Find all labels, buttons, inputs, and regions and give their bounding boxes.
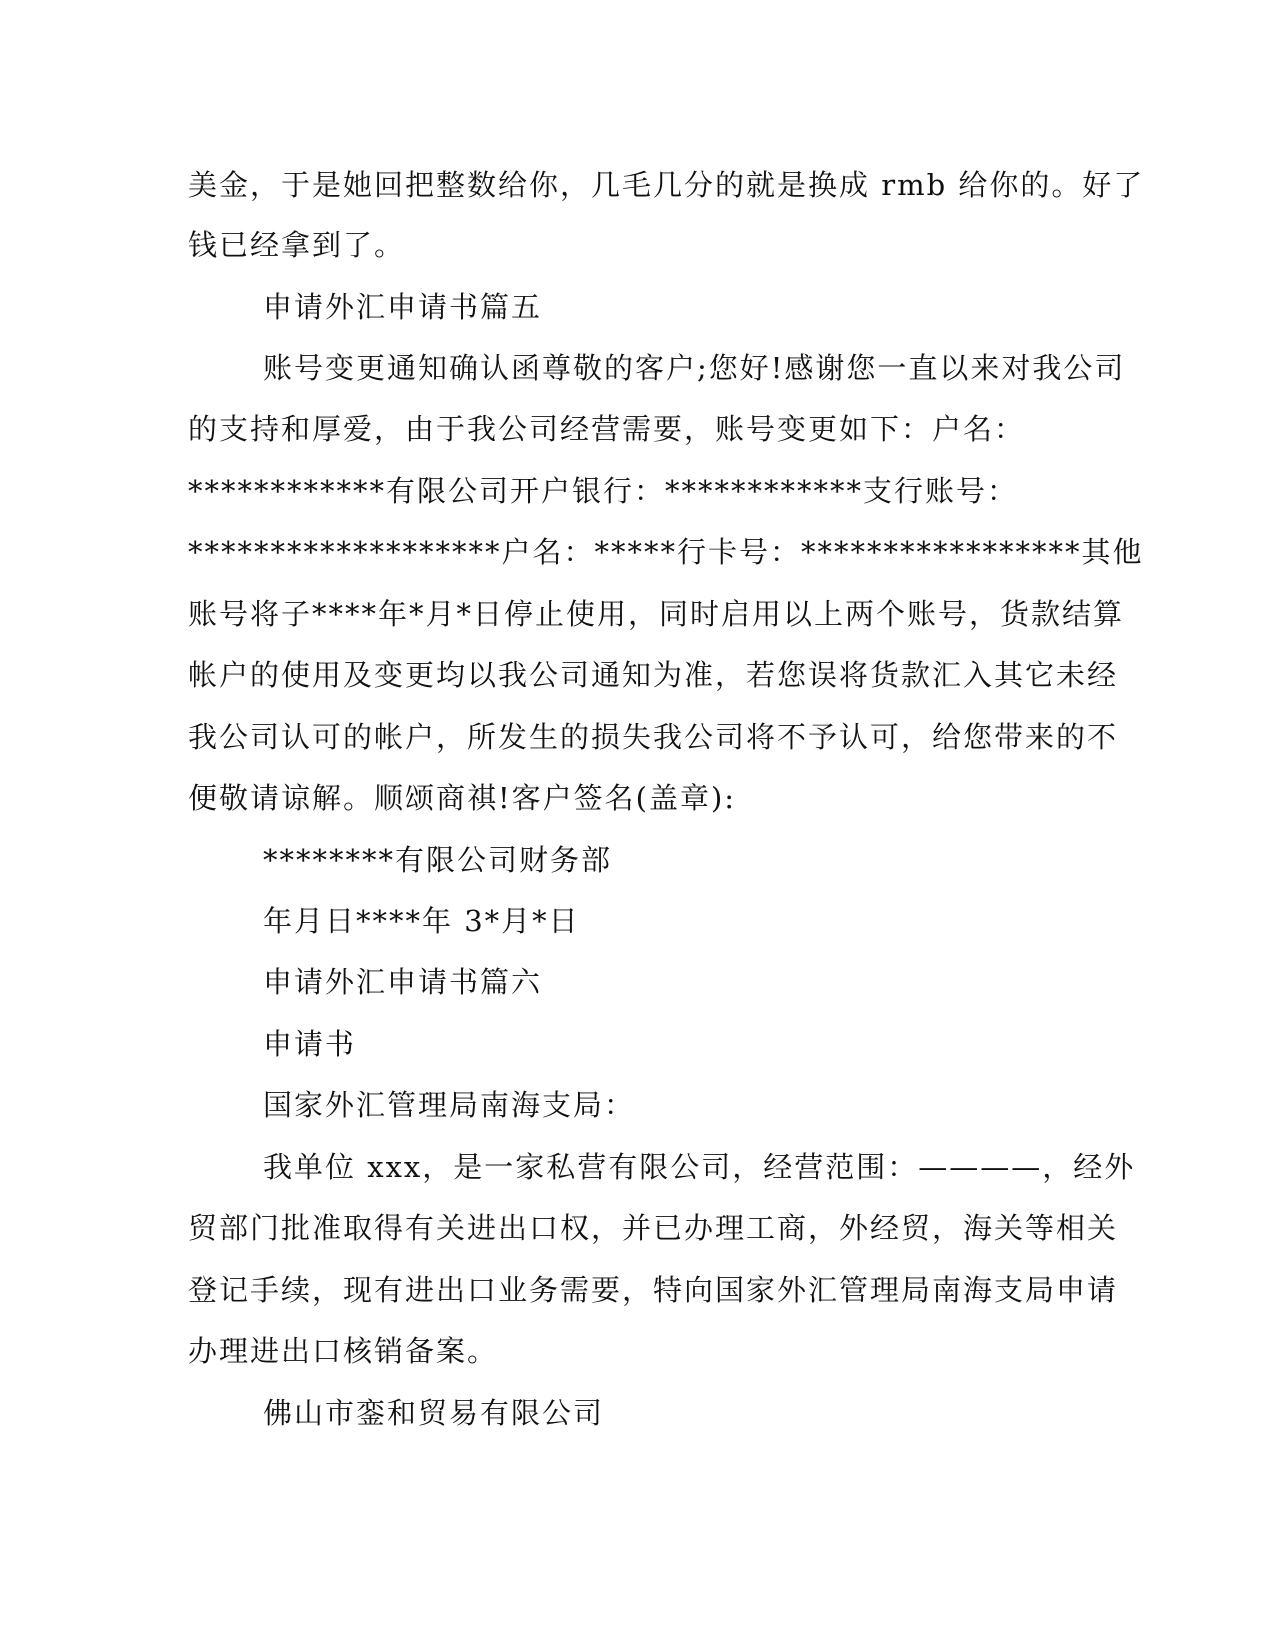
company-name: 佛山市銮和贸易有限公司 bbox=[263, 1396, 605, 1430]
text-line: 办理进出口核销备案。 bbox=[188, 1334, 499, 1368]
text-line: 的支持和厚爱，由于我公司经营需要，账号变更如下：户名： bbox=[188, 412, 1026, 446]
text-line: 登记手续，现有进出口业务需要，特向国家外汇管理局南海支局申请 bbox=[188, 1273, 1119, 1307]
text-line: 我单位 xxx，是一家私营有限公司，经营范围：————，经外 bbox=[263, 1150, 1136, 1184]
text-line: 账号将子****年*月*日停止使用，同时启用以上两个账号，货款结算 bbox=[188, 597, 1125, 631]
text-line: 贸部门批准取得有关进出口权，并已办理工商，外经贸，海关等相关 bbox=[188, 1211, 1119, 1245]
section-heading: 申请外汇申请书篇六 bbox=[263, 965, 543, 999]
date-line: 年月日****年 3*月*日 bbox=[263, 904, 580, 938]
text-line: ************有限公司开户银行：************支行账号： bbox=[188, 474, 1019, 508]
letter-title: 申请书 bbox=[263, 1027, 357, 1061]
section-heading: 申请外汇申请书篇五 bbox=[263, 290, 543, 324]
text-line: *******************户名：*****行卡号：*****************其他 bbox=[188, 535, 1144, 569]
company-department: ********有限公司财务部 bbox=[263, 843, 613, 877]
recipient-line: 国家外汇管理局南海支局： bbox=[263, 1088, 636, 1122]
text-line: 帐户的使用及变更均以我公司通知为准，若您误将货款汇入其它未经 bbox=[188, 658, 1119, 692]
text-line: 我公司认可的帐户，所发生的损失我公司将不予认可，给您带来的不 bbox=[188, 720, 1119, 754]
text-line: 便敬请谅解。顺颂商祺!客户签名(盖章): bbox=[188, 781, 737, 815]
text-line: 钱已经拿到了。 bbox=[188, 228, 406, 262]
text-line: 美金，于是她回把整数给你，几毛几分的就是换成 rmb 给你的。好了 bbox=[188, 168, 1145, 202]
text-line: 账号变更通知确认函尊敬的客户;您好!感谢您一直以来对我公司 bbox=[263, 351, 1126, 385]
